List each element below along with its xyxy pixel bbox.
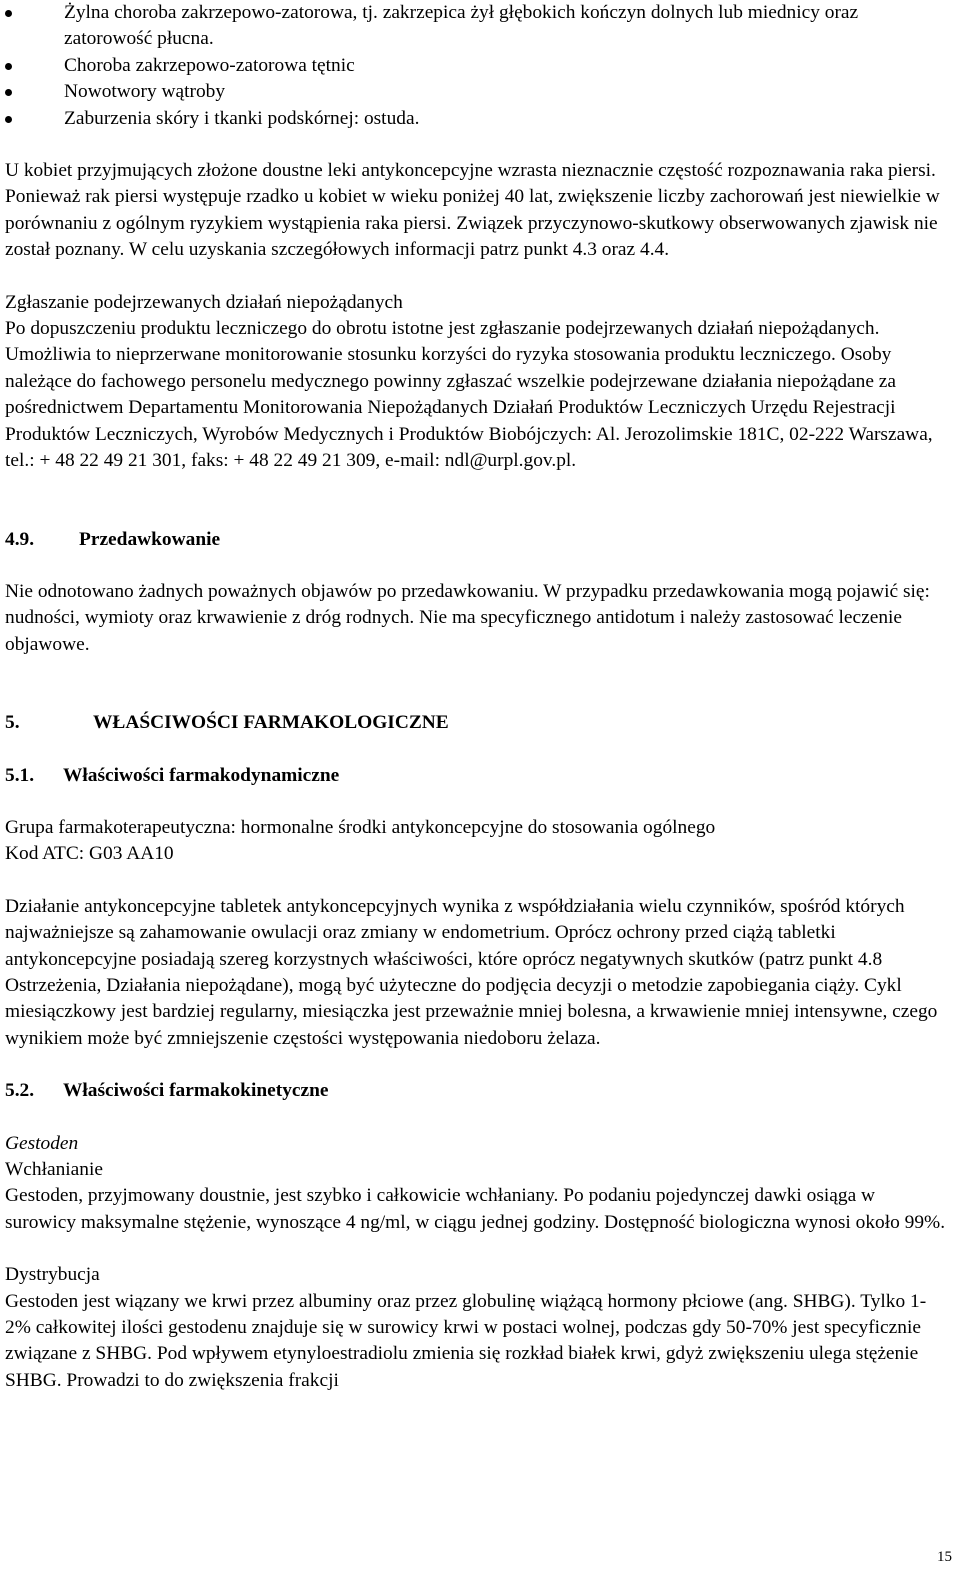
reporting-heading: Zgłaszanie podejrzewanych działań niepożądanych	[5, 291, 403, 313]
distribution-paragraph: Gestoden jest wiązany we krwi przez albuminy oraz przez globulinę wiążącą hormony płciowe (ang. SHBG). Tylko 1-2% całkowitej ilości gestodenu znajduje się w surowicy krwi w postaci wolnej, podczas gdy 50-70% jest specyficznie związane z SHBG. Pod wpływem etynyloestradiolu zmienia się rozkład białek krwi, gdyż zwiększeniu ulega stężenie SHBG. Prowadzi to do zwiększenia frakcji	[5, 1290, 927, 1391]
document-page	[5, 0, 950, 1394]
section-title: WŁAŚCIWOŚCI FARMAKOLOGICZNE	[93, 712, 449, 734]
section-title: Właściwości farmakodynamiczne	[63, 764, 340, 786]
section-title: Przedawkowanie	[79, 528, 221, 550]
section-number: 5.2.	[5, 1080, 35, 1102]
section-5-1-heading	[5, 763, 950, 789]
bullet-dot-icon	[5, 116, 12, 123]
section-number: 5.	[5, 712, 20, 734]
section-number: 4.9.	[5, 528, 35, 550]
distribution-heading: Dystrybucja	[5, 1264, 100, 1286]
reporting-body: Po dopuszczeniu produktu leczniczego do obrotu istotne jest zgłaszanie podejrzewanych działań niepożądanych. Umożliwia to nieprzerwane monitorowanie stosunku korzyści do ryzyka stosowania produktu leczniczego. Osoby należące do fachowego personelu medycznego powinny zgłaszać wszelkie podejrzewane działania niepożądane za pośrednictwem Departamentu Monitorowania Niepożądanych Działań Produktów Leczniczych Urzędu Rejestracji Produktów Leczniczych, Wyrobów Medycznych i Produktów Biobójczych: Al. Jerozolimskie 181C, 02-222 Warszawa, tel.: + 48 22 49 21 301, faks: + 48 22 49 21 309, e-mail: ndl@urpl.gov.pl.	[5, 318, 933, 472]
list-item: Zaburzenia skóry i tkanki podskórnej: ostuda.	[5, 106, 950, 132]
pharmacodynamics-paragraph: Działanie antykoncepcyjne tabletek antykoncepcyjnych wynika z współdziałania wielu czynników, spośród których najważniejsze są zahamowanie owulacji oraz zmiany w endometrium. Oprócz ochrony przed ciążą tabletki antykoncepcyjne posiadają szereg korzystnych właściwości, które oprócz negatywnych skutków (patrz punkt 4.8 Ostrzeżenia, Działania niepożądane), mogą być użyteczne do podjęcia decyzji o metodzie zapobiegania ciąży. Cykl miesiączkowy jest bardziej regularny, miesiączka jest przeważnie mniej bolesna, a krwawienie mniej intensywne, czego wynikiem może być zmniejszenie częstości występowania niedoboru żelaza.	[5, 895, 938, 1049]
overdose-paragraph: Nie odnotowano żadnych poważnych objawów po przedawkowaniu. W przypadku przedawkowania mogą pojawić się: nudności, wymioty oraz krwawienie z dróg rodnych. Nie ma specyficznego antidotum i należy zastosować leczenie objawowe.	[5, 580, 930, 655]
atc-code: Kod ATC: G03 AA10	[5, 843, 174, 865]
section-4-9-heading	[5, 527, 950, 553]
bullet-dot-icon	[5, 10, 12, 17]
bullet-dot-icon	[5, 63, 12, 70]
section-5-heading	[5, 710, 950, 736]
substance-name: Gestoden	[5, 1132, 79, 1154]
list-item: Żylna choroba zakrzepowo-zatorowa, tj. zakrzepica żył głębokich kończyn dolnych lub miednicy oraz zatorowość płucna.	[5, 0, 950, 53]
section-5-2-heading	[5, 1078, 950, 1104]
breast-cancer-paragraph: U kobiet przyjmujących złożone doustne leki antykoncepcyjne wzrasta nieznacznie częstość rozpoznawania raka piersi. Ponieważ rak piersi występuje rzadko u kobiet w wieku poniżej 40 lat, zwiększenie liczby zachorowań jest niewielkie w porównaniu z ogólnym ryzykiem wystąpienia raka piersi. Związek przyczynowo-skutkowy obserwowanych zjawisk nie został poznany. W celu uzyskania szczegółowych informacji patrz punkt 4.3 oraz 4.4.	[5, 160, 940, 261]
section-number: 5.1.	[5, 764, 35, 786]
absorption-paragraph: Gestoden, przyjmowany doustnie, jest szybko i całkowicie wchłaniany. Po podaniu pojedynczej dawki osiąga w surowicy maksymalne stężenie, wynoszące 4 ng/ml, w ciągu jednej godziny. Dostępność biologiczna wynosi około 99%.	[5, 1185, 946, 1233]
pharmacotherapeutic-group: Grupa farmakoterapeutyczna: hormonalne środki antykoncepcyjne do stosowania ogólnego	[5, 816, 716, 838]
page-number: 15	[937, 1549, 952, 1565]
list-item: Nowotwory wątroby	[5, 79, 950, 105]
absorption-heading: Wchłanianie	[5, 1159, 103, 1180]
bullet-dot-icon	[5, 89, 12, 96]
section-title: Właściwości farmakokinetyczne	[63, 1080, 329, 1102]
list-item: Choroba zakrzepowo-zatorowa tętnic	[5, 53, 950, 79]
bullet-list	[5, 0, 950, 132]
